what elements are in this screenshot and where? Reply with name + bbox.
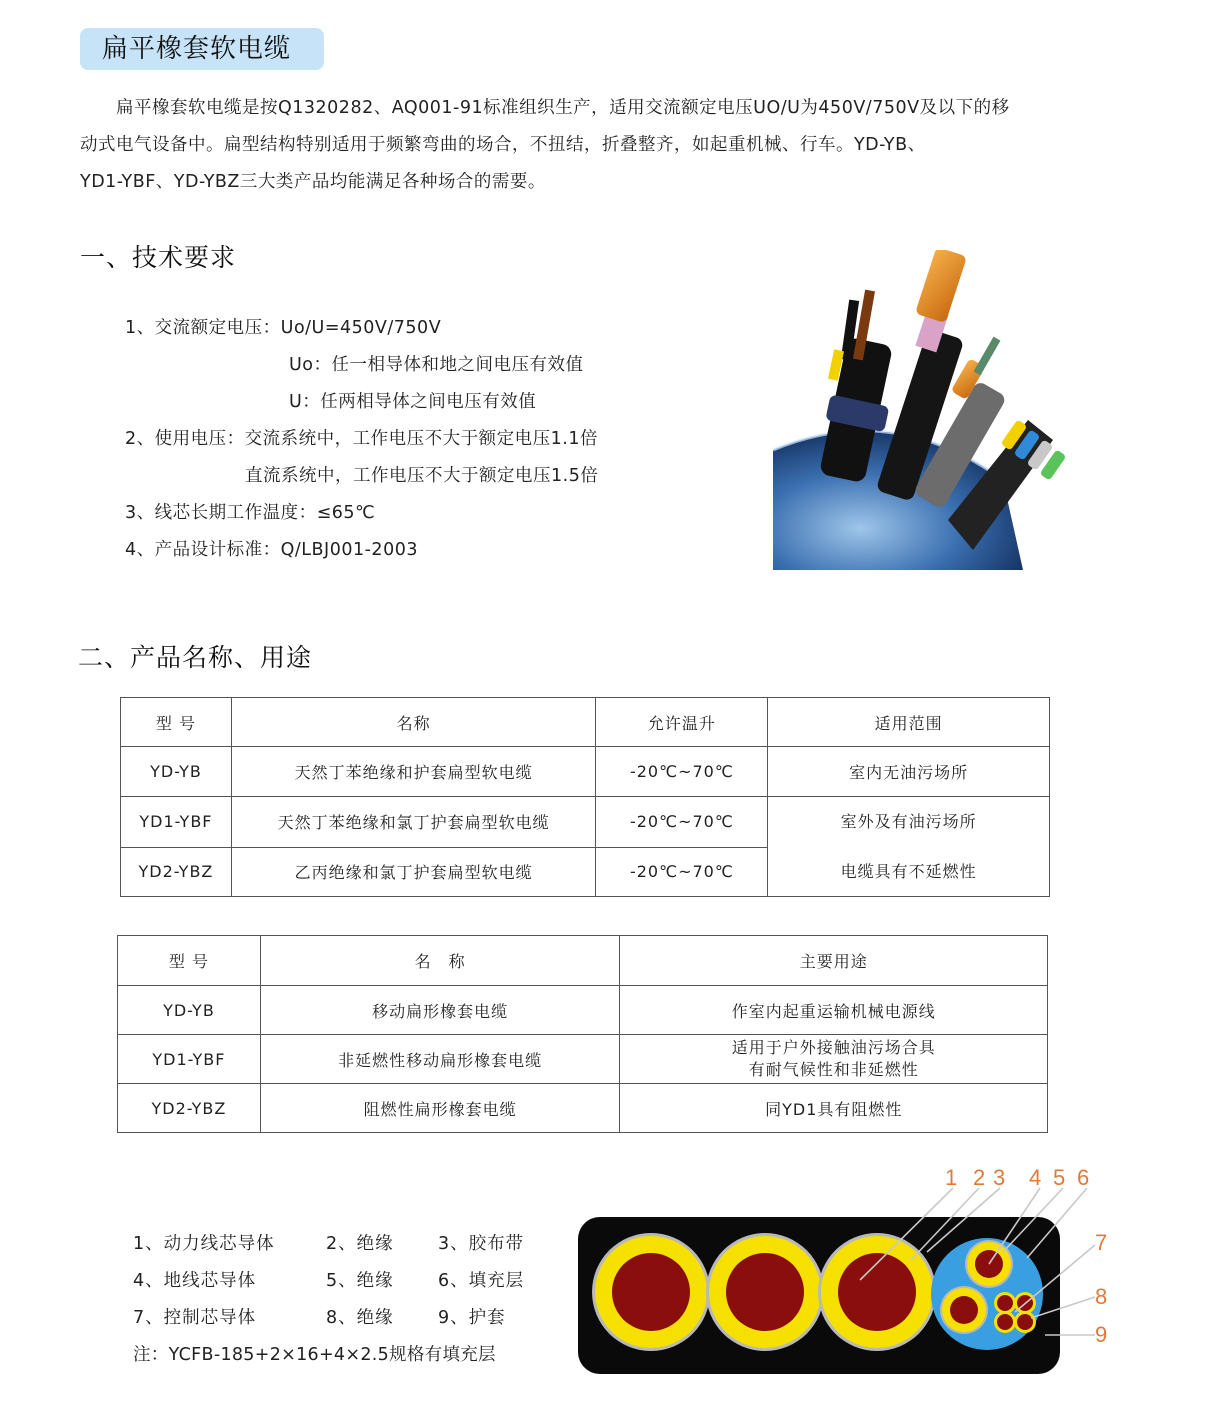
cable-cross-section-diagram bbox=[575, 1160, 1135, 1380]
table-row bbox=[118, 1035, 1048, 1084]
temp-cell: -20℃~70℃ bbox=[596, 847, 768, 897]
callout-label: 2 bbox=[973, 1165, 986, 1190]
intro-line: YD1-YBF、YD-YBZ三大类产品均能满足各种场合的需要。 bbox=[80, 172, 546, 192]
scope-cell: 室内无油污场所 bbox=[768, 747, 1050, 797]
usage-cell: 作室内起重运输机械电源线 bbox=[620, 986, 1048, 1035]
power-core-3 bbox=[818, 1233, 936, 1351]
name-cell: 非延燃性移动扁形橡套电缆 bbox=[260, 1035, 620, 1084]
model-cell: YD-YB bbox=[118, 986, 261, 1035]
requirement-item: 直流系统中，工作电压不大于额定电压1.5倍 bbox=[245, 466, 599, 486]
header-cell: 型 号 bbox=[118, 936, 261, 986]
table-row bbox=[121, 797, 1050, 848]
part-label: 3、胶布带 bbox=[438, 1234, 525, 1254]
part-label: 5、绝缘 bbox=[326, 1271, 394, 1291]
name-cell: 乙丙绝缘和氯丁护套扁型软电缆 bbox=[231, 847, 596, 897]
table-row bbox=[121, 747, 1050, 797]
part-label: 1、动力线芯导体 bbox=[133, 1234, 275, 1254]
intro-line: 动式电气设备中。扁型结构特别适用于频繁弯曲的场合，不扭结，折叠整齐，如起重机械、行车。YD-YB、 bbox=[80, 135, 926, 155]
model-cell: YD1-YBF bbox=[121, 797, 232, 848]
usage-cell: 同YD1具有阻燃性 bbox=[620, 1084, 1048, 1133]
cable-product-photo-icon bbox=[773, 250, 1085, 570]
usage-cell bbox=[620, 1035, 1048, 1084]
requirement-item: U：任两相导体之间电压有效值 bbox=[289, 392, 537, 412]
temp-cell: -20℃~70℃ bbox=[596, 797, 768, 848]
scope-cell bbox=[768, 797, 1050, 897]
usage-line: 有耐气候性和非延燃性 bbox=[748, 1060, 919, 1079]
part-label: 9、护套 bbox=[438, 1308, 506, 1328]
header-cell: 型 号 bbox=[121, 698, 232, 747]
model-cell: YD-YB bbox=[121, 747, 232, 797]
header-cell: 名称 bbox=[231, 698, 596, 747]
header-cell: 名 称 bbox=[260, 936, 620, 986]
section-heading-technical: 一、技术要求 bbox=[80, 243, 237, 272]
callout-label: 1 bbox=[945, 1165, 958, 1190]
table-header-row bbox=[121, 698, 1050, 747]
table-row bbox=[118, 986, 1048, 1035]
requirement-item: Uo：任一相导体和地之间电压有效值 bbox=[289, 355, 584, 375]
scope-text: 电缆具有不延燃性 bbox=[840, 862, 977, 881]
name-cell: 天然丁苯绝缘和氯丁护套扁型软电缆 bbox=[231, 797, 596, 848]
part-label: 2、绝缘 bbox=[326, 1234, 394, 1254]
product-temperature-table bbox=[120, 697, 1050, 897]
usage-line: 适用于户外接触油污场合具 bbox=[731, 1038, 936, 1057]
parts-note: 注：YCFB-185+2×16+4×2.5规格有填充层 bbox=[133, 1345, 496, 1365]
model-cell: YD1-YBF bbox=[118, 1035, 261, 1084]
callout-label: 8 bbox=[1095, 1284, 1108, 1309]
header-cell: 允许温升 bbox=[596, 698, 768, 747]
power-core-1 bbox=[592, 1233, 710, 1351]
power-core-2 bbox=[706, 1233, 824, 1351]
part-label: 6、填充层 bbox=[438, 1271, 525, 1291]
intro-line: 扁平橡套软电缆是按Q1320282、AQ001-91标准组织生产，适用交流额定电压UO/U为450V/750V及以下的移 bbox=[80, 98, 1010, 118]
callout-label: 6 bbox=[1077, 1165, 1090, 1190]
header-cell: 主要用途 bbox=[620, 936, 1048, 986]
name-cell: 天然丁苯绝缘和护套扁型软电缆 bbox=[231, 747, 596, 797]
temp-cell: -20℃~70℃ bbox=[596, 747, 768, 797]
callout-label: 4 bbox=[1029, 1165, 1042, 1190]
callout-label: 3 bbox=[993, 1165, 1006, 1190]
callout-label: 9 bbox=[1095, 1322, 1108, 1347]
name-cell: 移动扁形橡套电缆 bbox=[260, 986, 620, 1035]
model-cell: YD2-YBZ bbox=[118, 1084, 261, 1133]
model-cell: YD2-YBZ bbox=[121, 847, 232, 897]
ground-core bbox=[940, 1286, 988, 1334]
part-label: 7、控制芯导体 bbox=[133, 1308, 257, 1328]
part-label: 8、绝缘 bbox=[326, 1308, 394, 1328]
requirement-item: 1、交流额定电压：Uo/U=450V/750V bbox=[125, 318, 442, 338]
callout-label: 7 bbox=[1095, 1230, 1108, 1255]
requirement-item: 4、产品设计标准：Q/LBJ001-2003 bbox=[125, 540, 418, 560]
callout-label: 5 bbox=[1053, 1165, 1066, 1190]
page-title: 扁平橡套软电缆 bbox=[80, 28, 324, 70]
scope-text: 室外及有油污场所 bbox=[840, 812, 977, 831]
table-row bbox=[118, 1084, 1048, 1133]
section-heading-products: 二、产品名称、用途 bbox=[78, 643, 313, 672]
part-label: 4、地线芯导体 bbox=[133, 1271, 257, 1291]
header-cell: 适用范围 bbox=[768, 698, 1050, 747]
intro-paragraph bbox=[80, 90, 1125, 201]
name-cell: 阻燃性扁形橡套电缆 bbox=[260, 1084, 620, 1133]
requirement-item: 3、线芯长期工作温度：≤65℃ bbox=[125, 503, 376, 523]
product-usage-table bbox=[117, 935, 1048, 1133]
requirement-item: 2、使用电压：交流系统中，工作电压不大于额定电压1.1倍 bbox=[125, 429, 598, 449]
table-header-row bbox=[118, 936, 1048, 986]
